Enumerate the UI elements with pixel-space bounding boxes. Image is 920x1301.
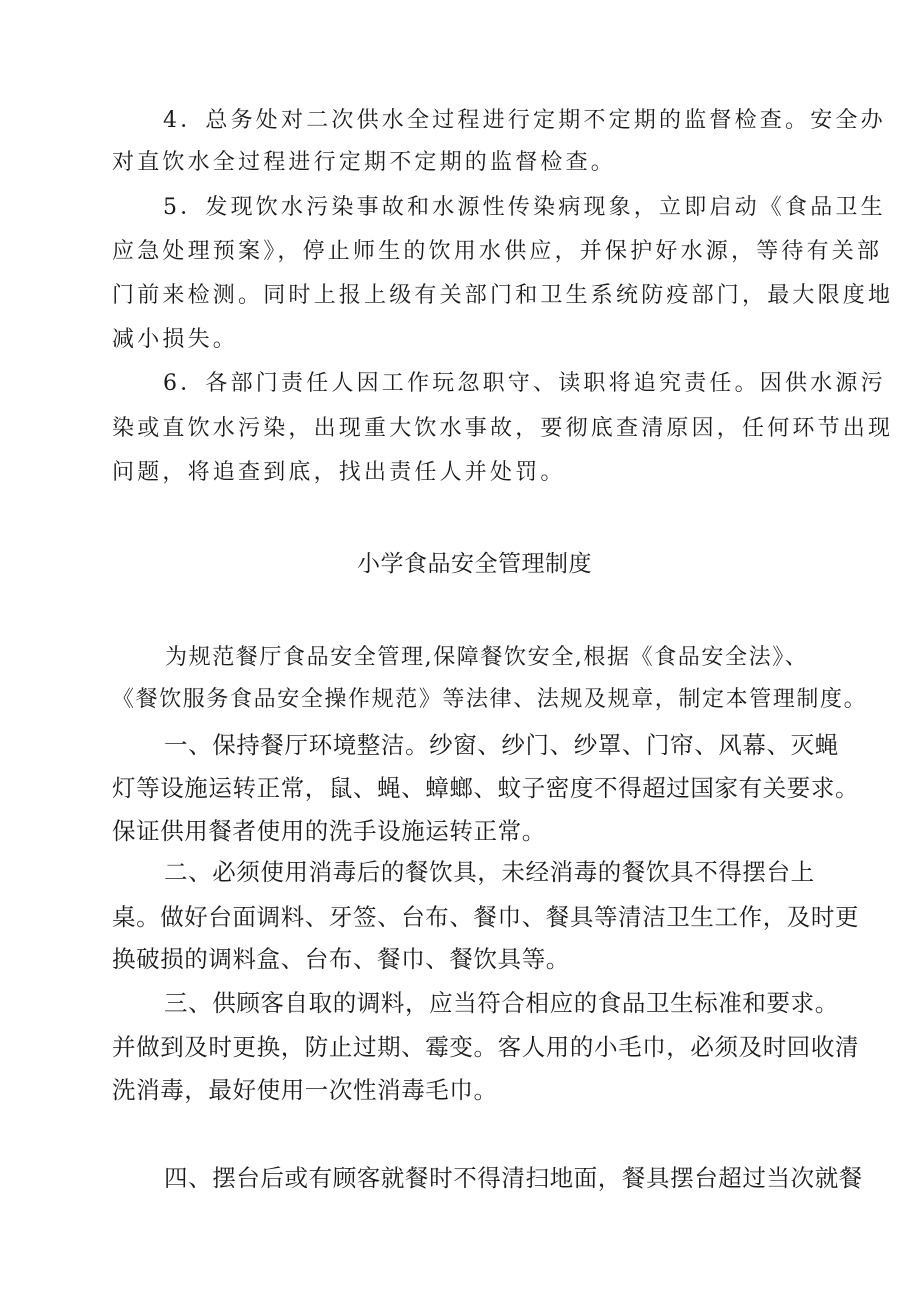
item-5-line-4: 减小损失。 (112, 327, 239, 352)
item-6-line-3: 问题，将追查到底，找出责任人并处罚。 (112, 460, 566, 485)
intro-line-1: 为规范餐厅食品安全管理,保障餐饮安全,根据《食品安全法》、 (165, 645, 809, 670)
item-6-line-2: 染或直饮水污染，出现重大饮水事故，要彻底查清原因，任何环节出现 (112, 416, 894, 441)
rule-1-line-3: 保证供用餐者使用的洗手设施运转正常。 (112, 817, 546, 845)
rule-2-line-2: 桌。做好台面调料、牙签、台布、餐巾、餐具等清洁卫生工作，及时更 (112, 903, 860, 931)
item-5-line-2: 应急处理预案》，停止师生的饮用水供应，并保护好水源，等待有关部 (112, 239, 883, 264)
item-6-line-1: 6．各部门责任人因工作玩忽职守、读职将追究责任。因供水源污 (163, 371, 886, 396)
item-5-line-3: 门前来检测。同时上报上级有关部门和卫生系统防疫部门，最大限度地 (112, 283, 894, 308)
rule-4-line-1: 四、摆台后或有顾客就餐时不得清扫地面，餐具摆台超过当次就餐 (164, 1164, 863, 1192)
rule-3-line-2: 并做到及时更换，防止过期、霉变。客人用的小毛巾，必须及时回收清 (112, 1033, 860, 1061)
item-4-line-1: 4．总务处对二次供水全过程进行定期不定期的监督检查。安全办 (163, 108, 886, 133)
item-4-line-2: 对直饮水全过程进行定期不定期的监督检查。 (112, 150, 617, 175)
section-title: 小学食品安全管理制度 (357, 551, 592, 577)
rule-3-line-3: 洗消毒，最好使用一次性消毒毛巾。 (112, 1076, 498, 1104)
rule-3-line-1: 三、供顾客自取的调料，应当符合相应的食品卫生标准和要求。 (164, 989, 839, 1017)
intro-line-2: 《餐饮服务食品安全操作规范》等法律、法规及规章，制定本管理制度。 (112, 687, 868, 712)
rule-2-line-3: 换破损的调料盒、台布、餐巾、餐饮具等。 (112, 945, 570, 973)
rule-2-line-1: 二、必须使用消毒后的餐饮具，未经消毒的餐饮具不得摆台上 (164, 858, 815, 886)
rule-1-line-2: 灯等设施运转正常，鼠、蝇、蟑螂、蚊子密度不得超过国家有关要求。 (112, 774, 860, 802)
item-5-line-1: 5．发现饮水污染事故和水源性传染病现象，立即启动《食品卫生 (163, 195, 886, 220)
rule-1-line-1: 一、保持餐厅环境整洁。纱窗、纱门、纱罩、门帘、风幕、灭蝇 (164, 731, 839, 759)
